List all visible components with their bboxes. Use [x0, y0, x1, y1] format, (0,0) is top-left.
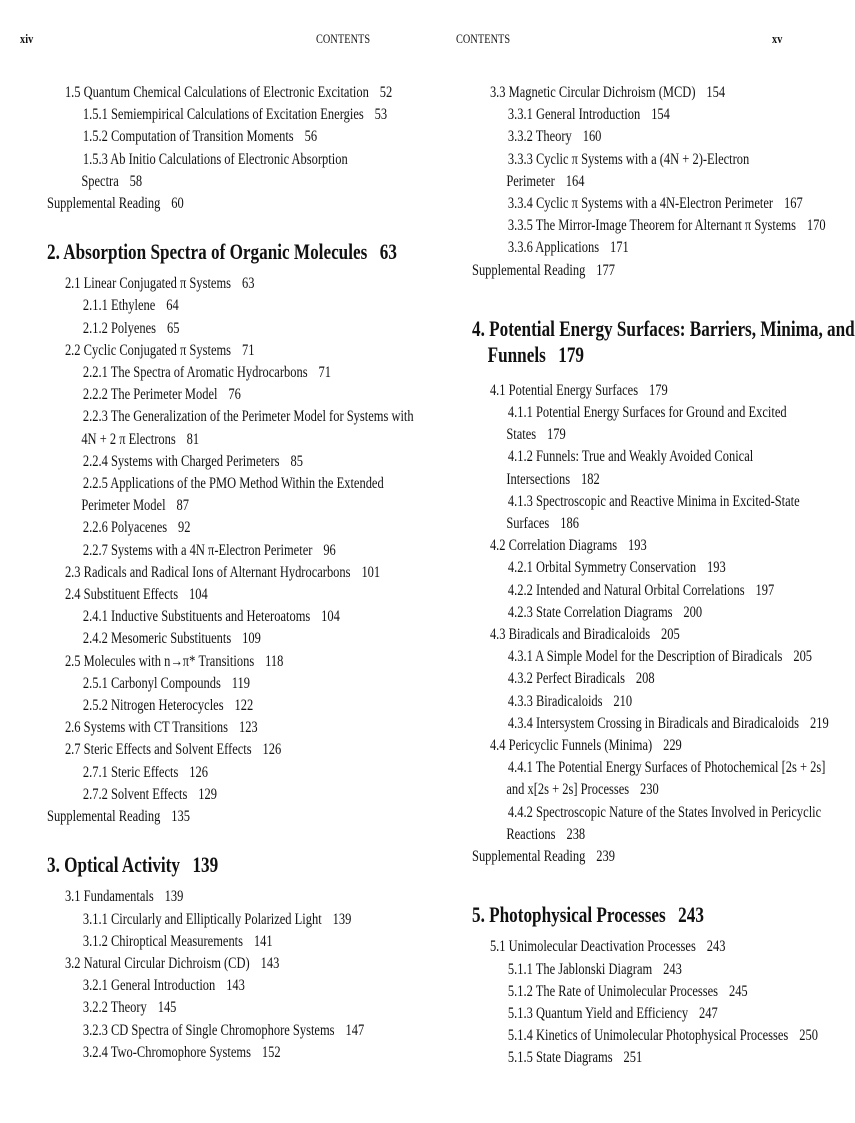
toc-entry-page: 65	[166, 319, 180, 337]
toc-entry[interactable]	[472, 580, 815, 602]
toc-entry-page: 143	[260, 954, 280, 972]
toc-entry[interactable]	[472, 557, 815, 579]
toc-entry-page: 170	[806, 217, 826, 235]
toc-entry-title: 2.4.2 Mesomeric Substituents	[82, 630, 232, 648]
toc-entry-title: 5.1 Unimolecular Deactivation Processes	[489, 938, 696, 956]
toc-entry-title: 5.1.4 Kinetics of Unimolecular Photophysical Processes	[507, 1027, 789, 1045]
toc-entry-title: Supplemental Reading	[47, 195, 161, 213]
right-toc-column	[472, 82, 855, 1070]
toc-entry[interactable]	[47, 739, 390, 761]
toc-entry-page: 238	[566, 825, 586, 843]
right-running-head: CONTENTS	[456, 32, 511, 46]
toc-entry[interactable]	[472, 691, 815, 713]
toc-entry-page: 179	[547, 426, 566, 444]
toc-entry[interactable]	[47, 384, 390, 406]
toc-entry-title: 3.3.2 Theory	[507, 128, 572, 146]
toc-entry[interactable]	[472, 1003, 815, 1025]
toc-entry-page: 126	[262, 741, 282, 759]
toc-entry-title: 3.3.3 Cyclic π Systems with a (4N + 2)-Electron	[507, 150, 750, 168]
chapter-title-line1: 4. Potential Energy Surfaces: Barriers, Minima, and	[472, 315, 855, 341]
toc-entry-title: 5.1.1 The Jablonski Diagram	[507, 960, 653, 978]
toc-entry-title: 3.3 Magnetic Circular Dichroism (MCD)	[489, 84, 696, 101]
toc-entry[interactable]	[472, 624, 815, 646]
toc-entry-page: 171	[609, 239, 629, 257]
toc-entry[interactable]	[47, 651, 390, 673]
toc-entry-page: 229	[663, 737, 682, 755]
toc-entry[interactable]	[472, 126, 815, 148]
toc-entry-page: 205	[660, 626, 680, 644]
toc-entry[interactable]	[47, 340, 390, 362]
toc-entry[interactable]	[47, 606, 390, 628]
toc-entry-page: 245	[728, 982, 748, 1000]
toc-entry[interactable]	[47, 762, 390, 784]
toc-entry[interactable]	[472, 668, 815, 690]
toc-entry-title: 2.2.3 The Generalization of the Perimeter Model for Systems with	[82, 408, 414, 426]
toc-entry[interactable]	[472, 149, 815, 171]
toc-entry[interactable]	[47, 273, 390, 295]
toc-entry[interactable]	[472, 193, 815, 215]
toc-entry[interactable]	[47, 193, 390, 215]
toc-entry-page: 200	[683, 603, 703, 621]
toc-entry[interactable]	[47, 540, 390, 562]
toc-entry[interactable]	[472, 513, 815, 535]
toc-entry-page: 109	[242, 630, 261, 648]
toc-entry-title: Intersections	[506, 470, 571, 488]
chapter-page: 243	[678, 902, 704, 928]
toc-entry-page: 219	[809, 714, 829, 732]
right-folio: xv	[772, 32, 783, 46]
toc-entry-title: 2.3 Radicals and Radical Ions of Alternant Hydrocarbons	[64, 563, 351, 581]
toc-entry[interactable]	[47, 909, 390, 931]
toc-entry[interactable]	[47, 784, 390, 806]
toc-entry-title: 3.2.4 Two-Chromophore Systems	[82, 1043, 251, 1061]
toc-entry[interactable]	[47, 295, 390, 317]
chapter-page: 179	[558, 341, 585, 367]
toc-entry-page: 164	[565, 172, 585, 190]
toc-entry[interactable]	[472, 171, 815, 193]
toc-entry-title: 1.5.1 Semiempirical Calculations of Excitation Energies	[82, 106, 364, 124]
toc-entry-title: 2.7 Steric Effects and Solvent Effects	[64, 741, 252, 759]
toc-entry[interactable]	[47, 695, 390, 717]
toc-entry-page: 167	[784, 195, 803, 213]
toc-entry-title: 4.3.4 Intersystem Crossing in Biradicals and Biradicaloids	[507, 714, 800, 732]
toc-entry[interactable]	[472, 936, 815, 958]
toc-entry-title: 2.2 Cyclic Conjugated π Systems	[64, 341, 232, 359]
toc-entry[interactable]	[47, 171, 390, 193]
chapter-title: 5. Photophysical Processes	[472, 902, 666, 928]
toc-entry-page: 182	[581, 470, 600, 488]
toc-entry[interactable]	[472, 424, 815, 446]
toc-entry-page: 104	[321, 608, 340, 626]
chapter-title-line2: Funnels	[487, 341, 546, 367]
toc-entry[interactable]	[472, 1025, 818, 1047]
toc-entry[interactable]	[472, 104, 815, 126]
toc-entry-title: 3.3.6 Applications	[507, 239, 600, 257]
toc-entry-title: 5.1.2 The Rate of Unimolecular Processes	[507, 982, 719, 1000]
toc-entry-page: 76	[228, 386, 241, 404]
toc-entry[interactable]	[47, 806, 390, 828]
toc-entry-title: 4.2.1 Orbital Symmetry Conservation	[507, 559, 697, 577]
toc-entry[interactable]	[47, 997, 390, 1019]
toc-entry-page: 141	[253, 932, 273, 950]
toc-entry-page: 154	[706, 84, 726, 101]
toc-entry-title: 2.2.1 The Spectra of Aromatic Hydrocarbons	[82, 364, 308, 382]
toc-entry-page: 145	[157, 999, 177, 1017]
left-page	[0, 0, 414, 1123]
toc-entry[interactable]	[47, 126, 390, 148]
toc-entry-page: 197	[755, 581, 775, 599]
toc-entry-title: 2.7.1 Steric Effects	[82, 763, 179, 781]
toc-entry[interactable]	[47, 104, 390, 126]
toc-entry-page: 230	[640, 781, 659, 799]
toc-entry-page: 81	[186, 430, 200, 448]
toc-entry-page: 160	[582, 128, 602, 146]
toc-entry[interactable]	[472, 1047, 815, 1069]
toc-entry-title: 2.7.2 Solvent Effects	[82, 785, 188, 803]
toc-entry-title: States	[506, 426, 537, 444]
chapter-title: 3. Optical Activity	[47, 852, 180, 878]
toc-entry[interactable]	[472, 402, 815, 424]
toc-entry-title: 4.3.1 A Simple Model for the Description of Biradicals	[507, 648, 783, 666]
toc-entry-title: 4.3 Biradicals and Biradicaloids	[489, 626, 651, 644]
toc-entry-page: 56	[304, 128, 318, 146]
toc-entry-title: 5.1.3 Quantum Yield and Efficiency	[507, 1004, 689, 1022]
toc-entry-page: 122	[234, 697, 254, 715]
toc-entry[interactable]	[472, 380, 815, 402]
toc-entry-title: Surfaces	[506, 515, 550, 533]
toc-entry-page: 210	[613, 692, 633, 710]
toc-entry-page: 52	[379, 84, 393, 101]
toc-entry[interactable]	[47, 673, 390, 695]
toc-entry-page: 58	[129, 172, 143, 190]
toc-entry-page: 101	[361, 563, 381, 581]
toc-entry[interactable]	[47, 429, 390, 451]
toc-entry-title: Reactions	[506, 825, 556, 843]
toc-entry-page: 85	[290, 452, 303, 470]
toc-entry-title: 2.4.1 Inductive Substituents and Heteroatoms	[82, 608, 311, 626]
toc-entry[interactable]	[47, 628, 390, 650]
toc-entry-title: 2.6 Systems with CT Transitions	[64, 719, 229, 737]
toc-entry-title: 3.1.1 Circularly and Elliptically Polarized Light	[82, 910, 322, 928]
chapter-page: 63	[379, 239, 397, 265]
chapter-4-heading[interactable]	[472, 315, 855, 368]
toc-entry-title: 3.3.5 The Mirror-Image Theorem for Alternant π Systems	[507, 217, 796, 235]
toc-entry-title: 4N + 2 π Electrons	[81, 430, 176, 448]
toc-entry-title: 2.2.6 Polyacenes	[82, 519, 168, 537]
toc-entry[interactable]	[47, 517, 390, 539]
chapter-2-heading[interactable]	[47, 239, 397, 265]
toc-entry[interactable]	[47, 584, 390, 606]
toc-entry-page: 208	[635, 670, 655, 688]
toc-entry-title: 2.1 Linear Conjugated π Systems	[64, 275, 232, 293]
toc-entry-title: Supplemental Reading	[472, 848, 586, 866]
toc-entry-title: 1.5.3 Ab Initio Calculations of Electronic Absorption	[82, 150, 348, 168]
toc-entry-page: 193	[707, 559, 726, 577]
toc-entry-title: 4.3.3 Biradicaloids	[507, 692, 603, 710]
toc-entry-page: 239	[596, 848, 615, 866]
toc-entry[interactable]	[472, 491, 815, 513]
toc-entry-title: 4.2.3 State Correlation Diagrams	[507, 603, 673, 621]
toc-entry[interactable]	[472, 82, 815, 104]
toc-entry[interactable]	[472, 602, 815, 624]
toc-entry-page: 143	[226, 977, 245, 995]
toc-entry-title: 3.3.4 Cyclic π Systems with a 4N-Electron Perimeter	[507, 195, 774, 213]
toc-entry-page: 96	[323, 541, 336, 559]
toc-entry[interactable]	[47, 149, 390, 171]
toc-entry[interactable]	[47, 717, 390, 739]
toc-entry-page: 64	[166, 297, 179, 315]
toc-entry-title: Perimeter Model	[81, 497, 166, 515]
toc-entry[interactable]	[47, 495, 390, 517]
toc-entry-title: 2.1.2 Polyenes	[82, 319, 157, 337]
left-toc-column	[47, 82, 414, 1064]
toc-entry-title: 3.2.1 General Introduction	[82, 977, 216, 995]
toc-entry[interactable]	[47, 451, 390, 473]
toc-entry[interactable]	[47, 562, 390, 584]
toc-entry[interactable]	[47, 318, 390, 340]
toc-entry-title: 4.1.1 Potential Energy Surfaces for Ground and Excited	[507, 404, 787, 422]
left-running-head: CONTENTS	[316, 32, 371, 46]
toc-entry-page: 251	[623, 1049, 643, 1067]
chapter-5-heading[interactable]	[472, 902, 815, 928]
toc-entry-page: 118	[265, 652, 284, 670]
toc-entry-title: Supplemental Reading	[472, 261, 586, 279]
chapter-page: 139	[192, 852, 219, 878]
toc-entry-page: 179	[648, 381, 668, 399]
toc-entry-title: 3.1 Fundamentals	[64, 888, 154, 906]
toc-entry[interactable]	[47, 931, 390, 953]
toc-entry[interactable]	[472, 959, 815, 981]
toc-entry[interactable]	[47, 82, 393, 104]
toc-entry-page: 60	[171, 195, 184, 213]
toc-entry-title: 5.1.5 State Diagrams	[507, 1049, 613, 1067]
chapter-3-heading[interactable]	[47, 852, 390, 878]
toc-entry[interactable]	[472, 802, 822, 824]
toc-entry-page: 247	[699, 1004, 718, 1022]
toc-entry-title: Perimeter	[506, 172, 555, 190]
toc-entry-page: 177	[596, 261, 615, 279]
toc-entry-page: 129	[198, 785, 217, 803]
toc-entry-page: 71	[241, 341, 255, 359]
toc-entry-title: 2.2.2 The Perimeter Model	[82, 386, 218, 404]
toc-entry-title: 3.1.2 Chiroptical Measurements	[82, 932, 244, 950]
toc-entry-page: 87	[176, 497, 189, 515]
toc-entry-title: 4.2.2 Intended and Natural Orbital Correlations	[507, 581, 745, 599]
toc-entry[interactable]	[472, 535, 815, 557]
toc-entry-page: 53	[374, 106, 388, 124]
toc-entry-title: Spectra	[81, 172, 119, 190]
chapter-title: 2. Absorption Spectra of Organic Molecules	[47, 239, 368, 265]
toc-entry-title: 3.2 Natural Circular Dichroism (CD)	[64, 954, 250, 972]
right-page	[408, 0, 855, 1123]
toc-entry[interactable]	[472, 824, 815, 846]
toc-entry[interactable]	[472, 260, 815, 282]
toc-entry-title: 3.2.2 Theory	[82, 999, 147, 1017]
toc-entry-page: 126	[189, 763, 208, 781]
toc-entry-page: 186	[560, 515, 579, 533]
toc-entry[interactable]	[47, 1020, 390, 1042]
toc-entry-title: 2.4 Substituent Effects	[64, 586, 179, 604]
toc-entry-title: 2.2.7 Systems with a 4N π-Electron Perimeter	[82, 541, 313, 559]
toc-entry-page: 243	[706, 938, 726, 956]
toc-entry-title: 4.1.2 Funnels: True and Weakly Avoided Conical	[507, 448, 754, 466]
toc-entry-page: 193	[628, 537, 647, 555]
toc-entry[interactable]	[472, 215, 826, 237]
toc-entry-title: 2.1.1 Ethylene	[82, 297, 156, 315]
toc-entry-page: 71	[318, 364, 331, 382]
toc-entry-title: 3.2.3 CD Spectra of Single Chromophore Systems	[82, 1021, 335, 1039]
toc-list-ch1-tail	[47, 82, 393, 215]
left-folio: xiv	[20, 32, 34, 46]
toc-entry-page: 92	[178, 519, 191, 537]
toc-entry-title: 2.5.2 Nitrogen Heterocycles	[82, 697, 224, 715]
toc-entry[interactable]	[472, 779, 815, 801]
toc-entry-page: 154	[651, 106, 670, 124]
toc-entry-title: 4.4.1 The Potential Energy Surfaces of Photochemical [2s + 2s]	[507, 759, 826, 777]
toc-list-ch3-tail	[472, 82, 826, 282]
toc-entry[interactable]	[472, 446, 815, 468]
toc-entry[interactable]	[472, 757, 826, 779]
toc-entry-title: 2.2.5 Applications of the PMO Method Within the Extended	[82, 475, 384, 493]
toc-entry[interactable]	[47, 473, 390, 495]
toc-entry[interactable]	[472, 713, 829, 735]
toc-entry-title: 4.1 Potential Energy Surfaces	[489, 381, 639, 399]
toc-entry[interactable]	[47, 1042, 390, 1064]
toc-entry-title: 1.5.2 Computation of Transition Moments	[82, 128, 294, 146]
toc-entry[interactable]	[47, 886, 390, 908]
toc-entry-title: and x[2s + 2s] Processes	[506, 781, 630, 799]
toc-entry-page: 139	[164, 888, 184, 906]
toc-entry-title: 4.4 Pericyclic Funnels (Minima)	[489, 737, 653, 755]
toc-entry-page: 152	[261, 1043, 281, 1061]
toc-entry-title: 4.3.2 Perfect Biradicals	[507, 670, 626, 688]
toc-entry[interactable]	[472, 735, 815, 757]
toc-entry-title: 2.5.1 Carbonyl Compounds	[82, 674, 221, 692]
toc-entry-title: 4.2 Correlation Diagrams	[489, 537, 618, 555]
toc-entry-page: 104	[188, 586, 208, 604]
toc-entry-title: 2.2.4 Systems with Charged Perimeters	[82, 452, 280, 470]
toc-entry[interactable]	[47, 362, 390, 384]
toc-entry-title: Supplemental Reading	[47, 808, 161, 826]
toc-entry-page: 63	[241, 275, 255, 293]
toc-entry-page: 139	[332, 910, 352, 928]
toc-entry-page: 250	[799, 1027, 818, 1045]
toc-list-ch2	[47, 273, 414, 828]
toc-entry-title: 2.5 Molecules with n→π* Transitions	[64, 652, 255, 670]
toc-entry[interactable]	[47, 406, 414, 428]
toc-list-ch5	[472, 936, 818, 1069]
toc-entry[interactable]	[472, 981, 815, 1003]
toc-entry[interactable]	[472, 469, 815, 491]
toc-entry-page: 147	[345, 1021, 365, 1039]
toc-list-ch4	[472, 380, 829, 868]
toc-entry[interactable]	[472, 846, 815, 868]
toc-entry[interactable]	[47, 975, 390, 997]
toc-entry-page: 119	[231, 674, 251, 692]
toc-entry[interactable]	[47, 953, 390, 975]
toc-entry-page: 205	[793, 648, 813, 666]
toc-entry-page: 243	[663, 960, 682, 978]
toc-entry-title: 4.1.3 Spectroscopic and Reactive Minima in Excited-State	[507, 492, 800, 510]
toc-entry-title: 4.4.2 Spectroscopic Nature of the States Involved in Pericyclic	[507, 803, 822, 821]
toc-entry-page: 123	[238, 719, 258, 737]
toc-entry-title: 1.5 Quantum Chemical Calculations of Electronic Excitation	[64, 84, 369, 101]
toc-entry[interactable]	[472, 646, 815, 668]
toc-entry[interactable]	[472, 237, 815, 259]
toc-entry-page: 135	[171, 808, 190, 826]
toc-entry-title: 3.3.1 General Introduction	[507, 106, 641, 124]
toc-list-ch3	[47, 886, 390, 1064]
